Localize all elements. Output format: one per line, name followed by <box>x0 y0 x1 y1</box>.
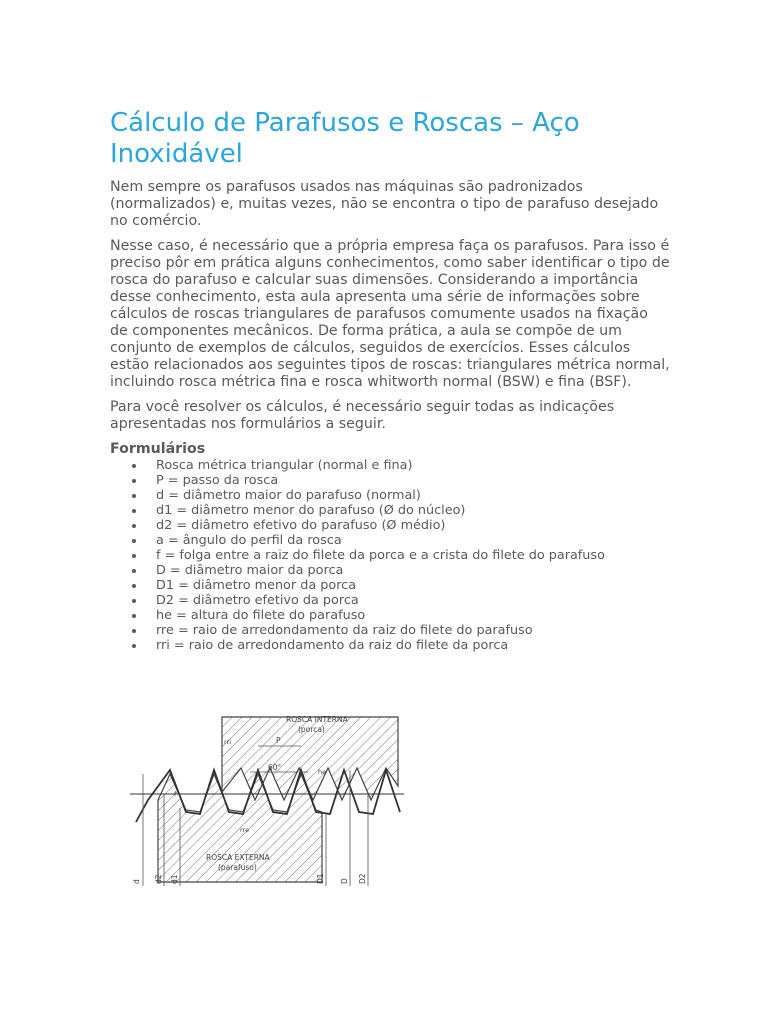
list-item: D = diâmetro maior da porca <box>156 563 670 578</box>
list-item: f = folga entre a raiz do filete da porca e a crista do filete do parafuso <box>156 548 670 563</box>
list-item: rri = raio de arredondamento da raiz do filete da porca <box>156 638 670 653</box>
he-label: he <box>318 768 327 776</box>
external-thread-label: ROSCA EXTERNA <box>206 853 270 862</box>
dim-label-d1: d1 <box>170 874 179 884</box>
thread-diagram <box>128 712 408 890</box>
dim-label-D: D <box>340 878 349 884</box>
external-thread-sublabel: (parafuso) <box>218 863 257 872</box>
list-item: Rosca métrica triangular (normal e fina) <box>156 458 670 473</box>
document-page <box>110 108 670 653</box>
list-item: d = diâmetro maior do parafuso (normal) <box>156 488 670 503</box>
rri-label: rri <box>224 738 232 746</box>
list-item: D2 = diâmetro efetivo da porca <box>156 593 670 608</box>
pitch-label: P <box>276 736 281 745</box>
dim-label-d: d <box>132 879 141 884</box>
paragraph-3: Para você resolver os cálculos, é necessário seguir todas as indicações apresentadas nos formulários a seguir. <box>110 399 615 432</box>
angle-label: 60° <box>268 763 282 772</box>
section-heading: Formulários <box>110 441 206 457</box>
list-item: P = passo da rosca <box>156 473 670 488</box>
list-item: he = altura do filete do parafuso <box>156 608 670 623</box>
rre-label: rre <box>240 826 250 834</box>
dim-label-d2: d2 <box>154 874 163 884</box>
paragraph-1: Nem sempre os parafusos usados nas máquinas são padronizados (normalizados) e, muitas vezes, não se encontra o tipo de parafuso desejado no comércio. <box>110 179 659 229</box>
formula-list <box>110 458 670 653</box>
internal-thread-sublabel: (porca) <box>298 725 325 734</box>
page-title: Cálculo de Parafusos e Roscas – Aço Inoxidável <box>110 108 580 169</box>
dim-label-D1: D1 <box>316 873 325 884</box>
list-item: a = ângulo do perfil da rosca <box>156 533 670 548</box>
list-item: d1 = diâmetro menor do parafuso (Ø do núcleo) <box>156 503 670 518</box>
internal-thread-label: ROSCA INTERNA <box>286 715 348 724</box>
f-label: f <box>174 790 177 798</box>
list-item: D1 = diâmetro menor da porca <box>156 578 670 593</box>
dim-label-D2: D2 <box>358 873 367 884</box>
list-item: d2 = diâmetro efetivo do parafuso (Ø médio) <box>156 518 670 533</box>
paragraph-2: Nesse caso, é necessário que a própria empresa faça os parafusos. Para isso é preciso pôr em prática alguns conhecimentos, como saber identificar o tipo de rosca do parafuso e calcular suas dimensões. Considerando a importância desse conhecimento, esta aula apresenta uma série de informações sobre cálculos de roscas triangulares de parafusos comumente usados na fixação de componentes mecânicos. De forma prática, a aula se compõe de um conjunto de exemplos de cálculos, seguidos de exercícios. Esses cálculos estão relacionados aos seguintes tipos de roscas: triangulares métrica normal, incluindo rosca métrica fina e rosca whitworth normal (BSW) e fina (BSF). <box>110 238 670 390</box>
list-item: rre = raio de arredondamento da raiz do filete do parafuso <box>156 623 670 638</box>
thread-diagram-svg <box>128 712 408 890</box>
